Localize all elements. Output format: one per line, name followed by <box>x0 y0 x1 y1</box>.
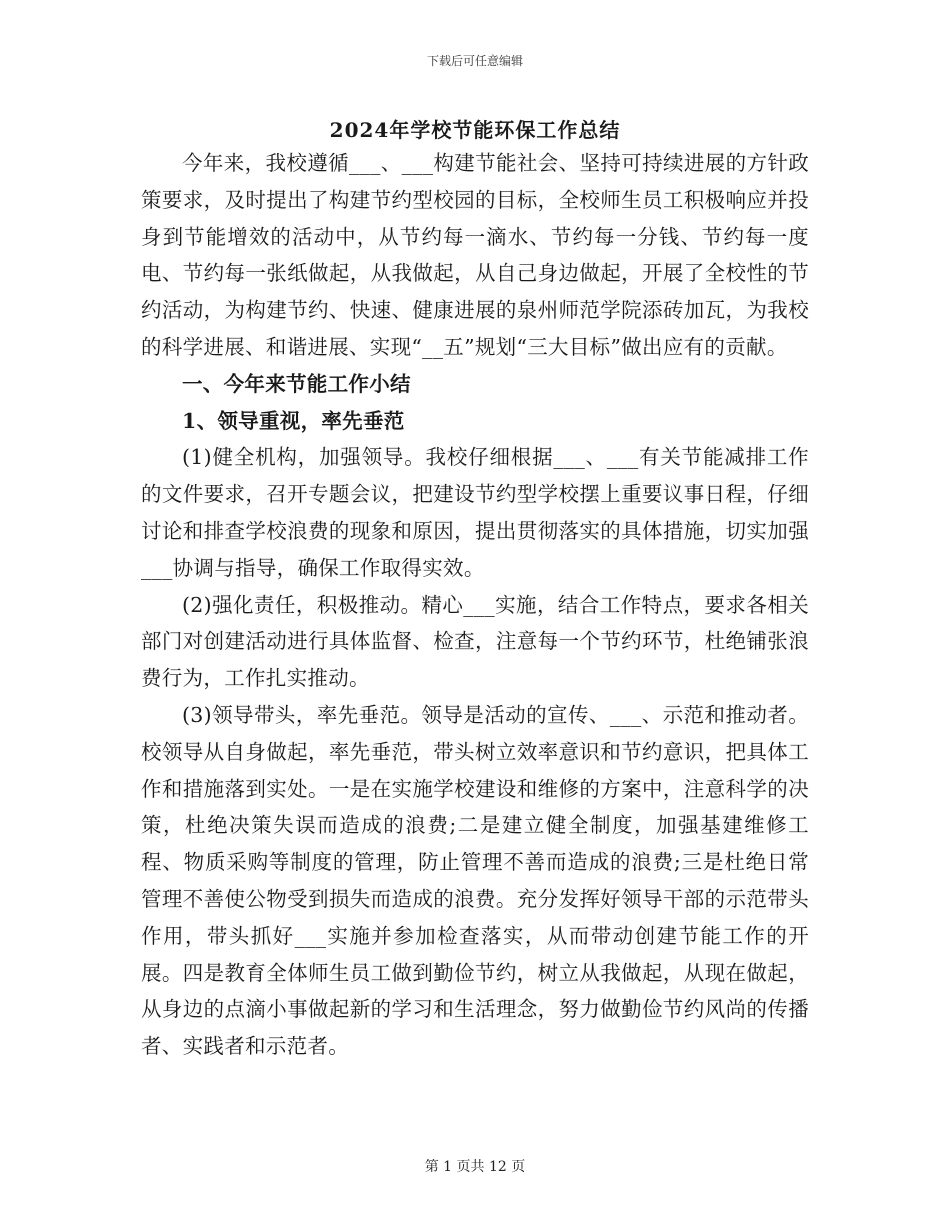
subsection-heading: 1、领导重视，率先垂范 <box>182 408 405 433</box>
page-number: 第 1 页共 12 页 <box>424 1159 526 1175</box>
body-paragraph-1: (1)健全机构，加强领导。我校仔细根据___、___有关节能减排工作的文件要求，召开专题会议，把建设节约型学校摆上重要议事日程，仔细讨论和排查学校浪费的现象和原因，提出贯彻落实的具体措施，切实加强___协调与指导，确保工作取得实效。 <box>141 445 809 580</box>
intro-paragraph: 今年来，我校遵循___、___构建节能社会、坚持可持续进展的方针政策要求，及时提出了构建节约型校园的目标，全校师生员工积极响应并投身到节能增效的活动中，从节约每一滴水、节约每一分钱、节约每一度电、节约每一张纸做起，从我做起，从自己身边做起，开展了全校性的节约活动，为构建节约、快速、健康进展的泉州师范学院添砖加瓦，为我校的科学进展、和谐进展、实现“__五”规划“三大目标”做出应有的贡献。 <box>141 151 809 359</box>
body-paragraph-3: (3)领导带头，率先垂范。领导是活动的宣传、___、示范和推动者。校领导从自身做起，率先垂范，带头树立效率意识和节约意识，把具体工作和措施落到实处。一是在实施学校建设和维修的方案中，注意科学的决策，杜绝决策失误而造成的浪费;二是建立健全制度，加强基建维修工程、物质采购等制度的管理，防止管理不善而造成的浪费;三是杜绝日常管理不善使公物受到损失而造成的浪费。充分发挥好领导干部的示范带头作用，带头抓好___实施并参加检查落实，从而带动创建节能工作的开展。四是教育全体师生员工做到勤俭节约，树立从我做起，从现在做起，从身边的点滴小事做起新的学习和生活理念，努力做勤俭节约风尚的传播者、实践者和示范者。 <box>141 702 809 1059</box>
document-body <box>141 145 809 1065</box>
page-header-note: 下载后可任意编辑 <box>426 54 523 68</box>
section-heading: 一、今年来节能工作小结 <box>182 371 411 396</box>
document-title: 2024年学校节能环保工作总结 <box>329 118 621 142</box>
body-paragraph-2: (2)强化责任，积极推动。精心___实施，结合工作特点，要求各相关部门对创建活动进行具体监督、检查，注意每一个节约环节，杜绝铺张浪费行为，工作扎实推动。 <box>141 592 809 691</box>
